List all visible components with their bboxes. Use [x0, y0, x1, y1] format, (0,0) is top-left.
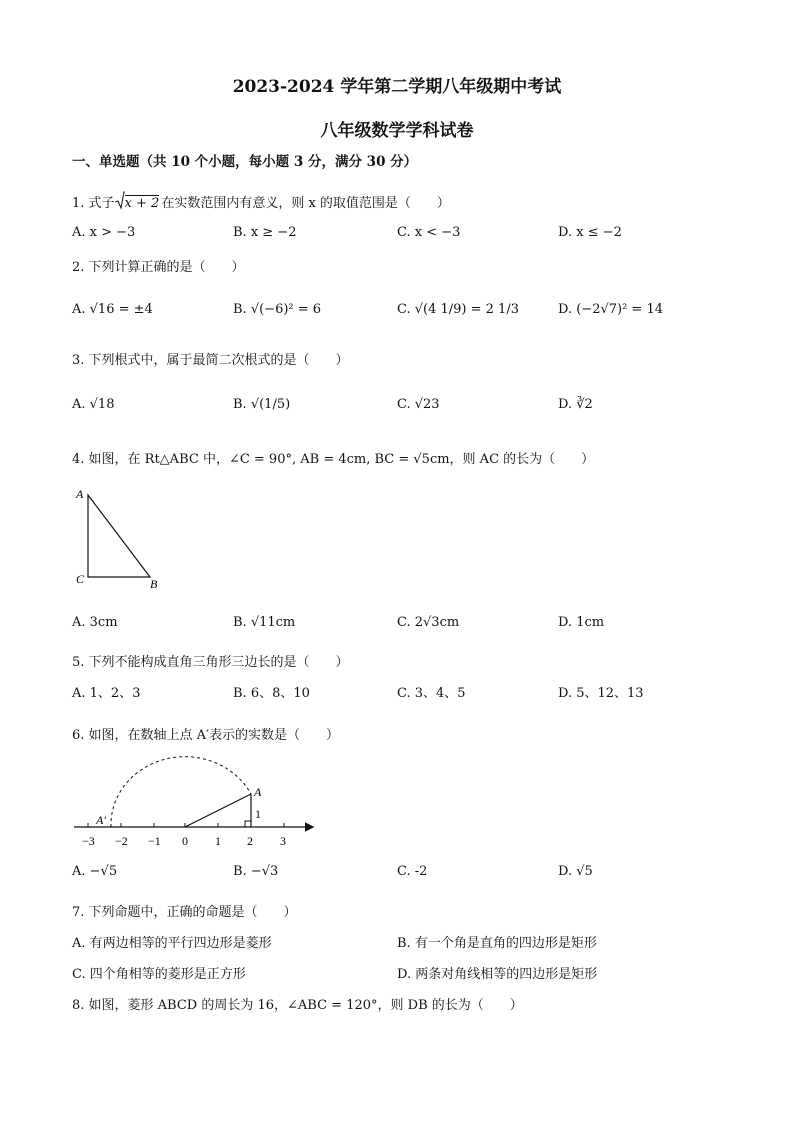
q5-option-c: C. 3、4、5 [397, 686, 466, 701]
q3-option-b: B. √(1/5) [233, 397, 291, 412]
tick-label-1: 1 [215, 834, 221, 848]
q3-option-d: D. ∛2 [558, 397, 593, 412]
dashed-arc [111, 757, 251, 827]
q1-option-a: A. x > −3 [72, 225, 136, 240]
q3-option-a: A. √18 [72, 397, 115, 412]
q7-option-d: D. 两条对角线相等的四边形是矩形 [397, 967, 598, 982]
tick-label-neg1: −1 [148, 834, 161, 848]
q4-triangle-figure [70, 485, 170, 595]
q4-option-b: B. √11cm [233, 615, 296, 630]
q5-option-d: D. 5、12、13 [558, 686, 644, 701]
q6-number-line-figure [70, 752, 330, 852]
q1-radicand: x + 2 [124, 196, 160, 211]
q2-option-b: B. √(−6)² = 6 [233, 302, 322, 317]
label-b: B [150, 577, 158, 591]
q6-option-b: B. −√3 [233, 864, 279, 879]
height-label: 1 [255, 807, 261, 821]
tick-label-neg3: −3 [82, 834, 95, 848]
q1-stem-pre: 1. 式子 [72, 196, 115, 211]
q5-option-a: A. 1、2、3 [72, 686, 141, 701]
exam-subtitle: 八年级数学学科试卷 [320, 121, 474, 141]
q4-option-a: A. 3cm [72, 615, 118, 630]
point-a-label: A [254, 785, 262, 799]
q6-option-a: A. −√5 [72, 864, 118, 879]
label-c: C [76, 572, 85, 586]
question-6: 6. 如图，在数轴上点 A′表示的实数是（ ） [72, 728, 340, 743]
triangle-abc [88, 495, 150, 577]
segment-oa [185, 794, 251, 827]
q2-option-c: C. √(4 1/9) = 2 1/3 [397, 302, 519, 317]
question-2: 2. 下列计算正确的是（ ） [72, 260, 245, 275]
q6-option-d: D. √5 [558, 864, 593, 879]
tick-label-0: 0 [182, 834, 188, 848]
tick-label-neg2: −2 [115, 834, 128, 848]
q3-option-c: C. √23 [397, 397, 440, 412]
q2-option-d: D. (−2√7)² = 14 [558, 302, 663, 317]
q1-sqrt [115, 196, 160, 211]
exam-title: 2023-2024 学年第二学期八年级期中考试 [232, 77, 562, 97]
q7-option-a: A. 有两边相等的平行四边形是菱形 [72, 936, 272, 951]
q1-option-b: B. x ≥ −2 [233, 225, 297, 240]
tick-label-3: 3 [280, 834, 286, 848]
point-a-prime-label: A′ [96, 813, 106, 827]
q4-option-c: C. 2√3cm [397, 615, 460, 630]
question-5: 5. 下列不能构成直角三角形三边长的是（ ） [72, 655, 349, 670]
q4-option-d: D. 1cm [558, 615, 605, 630]
q7-option-b: B. 有一个角是直角的四边形是矩形 [397, 936, 597, 951]
q1-option-c: C. x < −3 [397, 225, 461, 240]
tick-labels [82, 834, 286, 848]
question-4: 4. 如图，在 Rt△ABC 中，∠C = 90°, AB = 4cm, BC = √5cm，则 AC 的长为（ ） [72, 452, 595, 467]
question-7: 7. 下列命题中，正确的命题是（ ） [72, 905, 297, 920]
q7-option-c: C. 四个角相等的菱形是正方形 [72, 967, 246, 982]
q1-option-d: D. x ≤ −2 [558, 225, 622, 240]
label-a: A [76, 487, 84, 501]
tick-label-2: 2 [247, 834, 253, 848]
question-8: 8. 如图，菱形 ABCD 的周长为 16，∠ABC = 120°，则 DB 的长为（ ） [72, 998, 523, 1013]
right-angle-mark [245, 821, 251, 827]
q1-stem-post: 在实数范围内有意义，则 x 的取值范围是（ ） [161, 196, 450, 211]
question-3: 3. 下列根式中，属于最简二次根式的是（ ） [72, 353, 349, 368]
question-1 [72, 192, 450, 211]
q6-option-c: C. -2 [397, 864, 428, 879]
section-heading: 一、单选题（共 10 个小题，每小题 3 分，满分 30 分） [72, 154, 418, 170]
q5-option-b: B. 6、8、10 [233, 686, 310, 701]
q2-option-a: A. √16 = ±4 [72, 302, 153, 317]
